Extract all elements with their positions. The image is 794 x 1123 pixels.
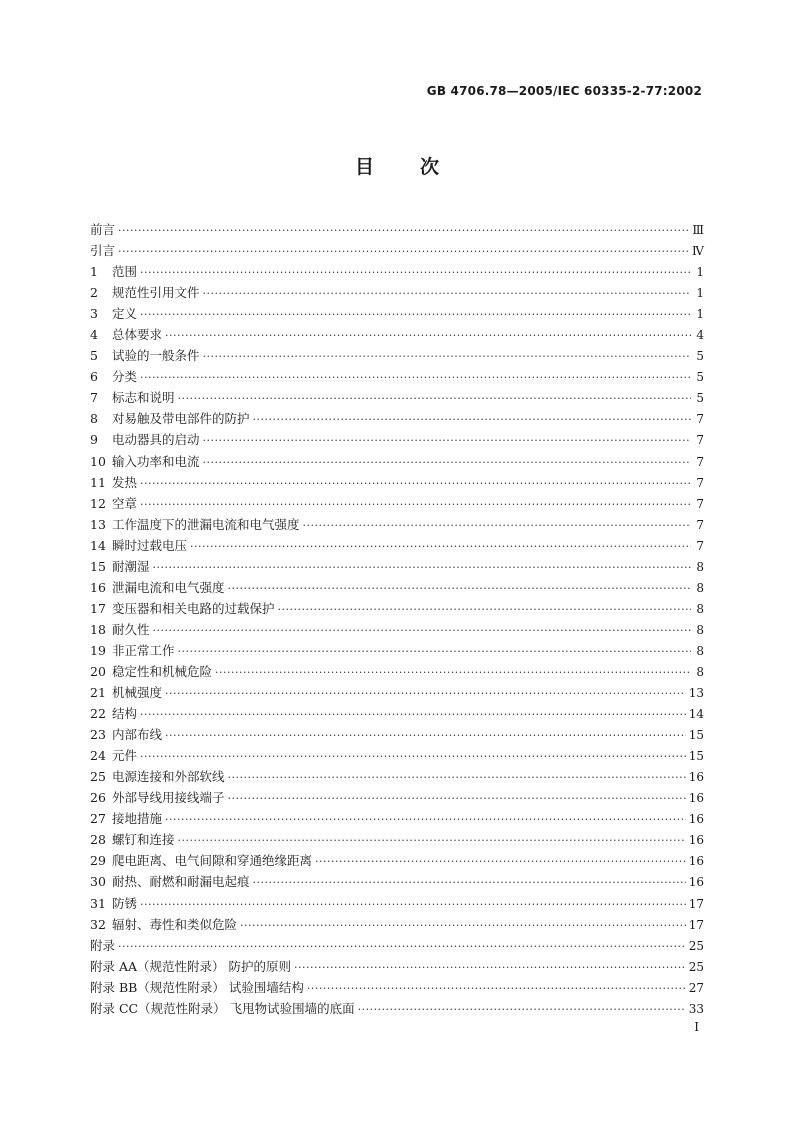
toc-entry-title: 分类	[112, 369, 138, 385]
dot-leader	[294, 961, 686, 974]
toc-entry-number: 31	[90, 895, 106, 911]
toc-entry-title: 爬电距离、电气间隙和穿通绝缘距离	[112, 853, 313, 869]
toc-entry-title: 接地措施	[112, 811, 163, 827]
toc-entry	[90, 915, 704, 936]
toc-entry-number: 20	[90, 663, 106, 679]
toc-entry	[90, 746, 704, 767]
toc-entry-title: 总体要求	[112, 327, 163, 343]
toc-entry-page: Ⅳ	[692, 244, 704, 259]
toc-entry	[90, 936, 704, 957]
dot-leader	[140, 371, 691, 384]
dot-leader	[253, 876, 686, 889]
toc-entry-title: 前言	[90, 222, 116, 237]
toc-entry	[90, 325, 704, 346]
toc-entry-title: 发热	[112, 474, 138, 490]
dot-leader	[178, 392, 691, 405]
toc-entry	[90, 620, 704, 641]
dot-leader	[203, 456, 691, 469]
toc-entry	[90, 809, 704, 830]
toc-entry-title: 螺钉和连接	[112, 832, 175, 848]
toc-entry	[90, 894, 704, 915]
toc-entry-page: 16	[688, 770, 704, 785]
page-title	[0, 152, 794, 179]
toc-entry-number: 30	[90, 874, 106, 890]
toc-entry-number: 21	[90, 685, 106, 701]
toc-entry-number: 12	[90, 495, 106, 511]
dot-leader	[203, 287, 691, 300]
toc-entry-page: 1	[696, 265, 704, 280]
toc-entry-title: 耐久性	[112, 621, 150, 637]
dot-leader	[358, 1003, 686, 1016]
toc-entry-page: 25	[688, 938, 704, 953]
toc-entry-number: 24	[90, 748, 106, 764]
toc-entry-page: 8	[696, 643, 704, 658]
toc-entry-number: 19	[90, 642, 106, 658]
toc-entry-number: 1	[90, 264, 98, 280]
dot-leader	[165, 813, 686, 826]
toc-entry-page: 7	[696, 517, 704, 532]
dot-leader	[203, 350, 691, 363]
toc-entry-page: 17	[688, 896, 704, 911]
toc-entry-page: 1	[696, 286, 704, 301]
toc-entry-number: 2	[90, 285, 98, 301]
dot-leader	[140, 498, 691, 511]
toc-entry	[90, 367, 704, 388]
toc-entry	[90, 578, 704, 599]
toc-entry-title: 输入功率和电流	[112, 453, 200, 469]
toc-entry-title: 耐潮湿	[112, 558, 150, 574]
toc-entry-number: 27	[90, 811, 106, 827]
toc-entry-title: 耐热、耐燃和耐漏电起痕	[112, 874, 250, 890]
toc-entry-page: 17	[688, 917, 704, 932]
dot-leader	[165, 687, 686, 700]
toc-entry-page: 1	[696, 307, 704, 322]
dot-leader	[228, 792, 686, 805]
toc-entry-page: 8	[696, 622, 704, 637]
toc-entry-page: 13	[688, 686, 704, 701]
toc-entry-number: 7	[90, 390, 98, 406]
toc-entry	[90, 536, 704, 557]
dot-leader	[203, 434, 691, 447]
toc-entry-title: 工作温度下的泄漏电流和电气强度	[112, 516, 300, 532]
toc-entry	[90, 978, 704, 999]
toc-entry-page: 27	[688, 980, 704, 995]
toc-entry	[90, 683, 704, 704]
toc-entry	[90, 220, 704, 241]
toc-entry-title: 电源连接和外部软线	[112, 769, 225, 785]
toc-entry	[90, 515, 704, 536]
dot-leader	[240, 919, 686, 932]
toc-entry-number: 23	[90, 727, 106, 743]
dot-leader	[315, 855, 686, 868]
toc-entry-page: 5	[696, 349, 704, 364]
toc-entry-number: 10	[90, 453, 106, 469]
toc-entry-number: 4	[90, 327, 98, 343]
dot-leader	[165, 329, 691, 342]
toc-entry-page: 16	[688, 854, 704, 869]
toc-entry	[90, 557, 704, 578]
dot-leader	[140, 266, 691, 279]
toc-entry-page: 16	[688, 791, 704, 806]
dot-leader	[153, 624, 691, 637]
toc-entry-number: 8	[90, 411, 98, 427]
dot-leader	[307, 982, 686, 995]
title-char-1: 目	[354, 156, 374, 178]
toc-entry-number: 22	[90, 706, 106, 722]
dot-leader	[165, 729, 686, 742]
toc-entry-title: 元件	[112, 748, 138, 764]
toc-entry-title: 空章	[112, 495, 138, 511]
toc-entry-page: 7	[696, 538, 704, 553]
toc-entry	[90, 957, 704, 978]
dot-leader	[140, 308, 691, 321]
toc-entry-title: 机械强度	[112, 685, 163, 701]
toc-entry-page: 4	[696, 328, 704, 343]
toc-entry-page: 5	[696, 391, 704, 406]
toc-entry	[90, 452, 704, 473]
toc-entry	[90, 641, 704, 662]
dot-leader	[153, 561, 691, 574]
dot-leader	[228, 582, 691, 595]
toc-entry-title: 结构	[112, 706, 138, 722]
dot-leader	[118, 224, 689, 237]
toc-entry-title: 附录	[90, 937, 116, 953]
dot-leader	[140, 750, 686, 763]
toc-entry	[90, 788, 704, 809]
toc-entry-page: 16	[688, 875, 704, 890]
dot-leader	[215, 666, 691, 679]
toc-entry	[90, 262, 704, 283]
toc-entry-number: 17	[90, 600, 106, 616]
toc-entry-page: 14	[688, 707, 704, 722]
toc-entry	[90, 494, 704, 515]
toc-entry	[90, 409, 704, 430]
toc-entry	[90, 830, 704, 851]
toc-entry-page: 8	[696, 664, 704, 679]
dot-leader	[140, 708, 686, 721]
toc-entry-title: 非正常工作	[112, 642, 175, 658]
toc-entry-title: 对易触及带电部件的防护	[112, 411, 250, 427]
toc-entry-page: 25	[688, 959, 704, 974]
toc-entry-title: 标志和说明	[112, 390, 175, 406]
toc-entry	[90, 388, 704, 409]
toc-entry-title: 内部布线	[112, 727, 163, 743]
toc-entry-title: 外部导线用接线端子	[112, 790, 225, 806]
toc-entry-title: 试验的一般条件	[112, 348, 200, 364]
toc-entry-page: 15	[688, 749, 704, 764]
dot-leader	[178, 645, 691, 658]
toc-entry	[90, 304, 704, 325]
toc-entry	[90, 283, 704, 304]
toc-entry-page: 8	[696, 580, 704, 595]
toc-entry-page: 7	[696, 412, 704, 427]
toc-entry-number: 11	[90, 474, 106, 490]
toc-entry-page: 5	[696, 370, 704, 385]
toc-entry-page: 7	[696, 475, 704, 490]
toc-entry-page: 8	[696, 601, 704, 616]
toc-entry	[90, 241, 704, 262]
dot-leader	[190, 540, 691, 553]
toc-entry-number: 25	[90, 769, 106, 785]
toc-entry	[90, 851, 704, 872]
dot-leader	[118, 245, 689, 258]
page-number: I	[694, 1020, 699, 1034]
toc-entry-page: 7	[696, 496, 704, 511]
toc-entry-number: 29	[90, 853, 106, 869]
toc-entry	[90, 999, 704, 1020]
toc-entry-number: 5	[90, 348, 98, 364]
toc-entry-number: 16	[90, 579, 106, 595]
toc-entry-page: 33	[688, 1001, 704, 1016]
dot-leader	[253, 413, 691, 426]
toc-entry-title: 变压器和相关电路的过载保护	[112, 600, 275, 616]
toc-entry-page: 16	[688, 833, 704, 848]
toc-entry-page: 15	[688, 728, 704, 743]
toc-entry-number: 3	[90, 306, 98, 322]
toc-entry-number: 26	[90, 790, 106, 806]
toc-entry-number: 15	[90, 558, 106, 574]
toc-entry-page: 7	[696, 454, 704, 469]
toc-entry	[90, 346, 704, 367]
toc-entry-title: 定义	[112, 306, 138, 322]
toc-entry	[90, 872, 704, 893]
toc-entry-page: 8	[696, 559, 704, 574]
toc-entry-number: 32	[90, 916, 106, 932]
dot-leader	[118, 940, 686, 953]
toc-entry	[90, 767, 704, 788]
toc-entry	[90, 473, 704, 494]
toc-entry-number: 6	[90, 369, 98, 385]
dot-leader	[178, 834, 686, 847]
toc-entry-title: 防锈	[112, 895, 138, 911]
toc-entry-number: 28	[90, 832, 106, 848]
table-of-contents	[90, 220, 704, 1020]
standard-code-header: GB 4706.78—2005/IEC 60335-2-77:2002	[426, 84, 702, 98]
toc-entry-title: 范围	[112, 264, 138, 280]
toc-entry-title: 泄漏电流和电气强度	[112, 579, 225, 595]
dot-leader	[228, 771, 686, 784]
toc-entry-title: 辐射、毒性和类似危险	[112, 916, 238, 932]
toc-entry-title: 电动器具的启动	[112, 432, 200, 448]
title-char-2: 次	[420, 156, 440, 178]
toc-entry-title: 引言	[90, 243, 116, 259]
toc-entry-page: 7	[696, 433, 704, 448]
toc-entry	[90, 662, 704, 683]
toc-entry-page: Ⅲ	[692, 223, 704, 237]
toc-entry-title: 附录 BB（规范性附录） 试验围墙结构	[90, 979, 304, 995]
dot-leader	[303, 519, 691, 532]
toc-entry-number: 9	[90, 432, 98, 448]
toc-entry	[90, 704, 704, 725]
toc-entry	[90, 725, 704, 746]
toc-entry	[90, 599, 704, 620]
toc-entry-title: 附录 CC（规范性附录） 飞甩物试验围墙的底面	[90, 1000, 355, 1016]
toc-entry	[90, 430, 704, 451]
toc-entry-title: 瞬时过载电压	[112, 537, 188, 553]
toc-entry-page: 16	[688, 812, 704, 827]
toc-entry-title: 稳定性和机械危险	[112, 663, 213, 679]
dot-leader	[140, 477, 691, 490]
toc-entry-title: 附录 AA（规范性附录） 防护的原则	[90, 958, 292, 974]
toc-entry-number: 14	[90, 537, 106, 553]
toc-entry-title: 规范性引用文件	[112, 285, 200, 301]
toc-entry-number: 13	[90, 516, 106, 532]
dot-leader	[140, 898, 686, 911]
toc-entry-number: 18	[90, 621, 106, 637]
dot-leader	[278, 603, 691, 616]
